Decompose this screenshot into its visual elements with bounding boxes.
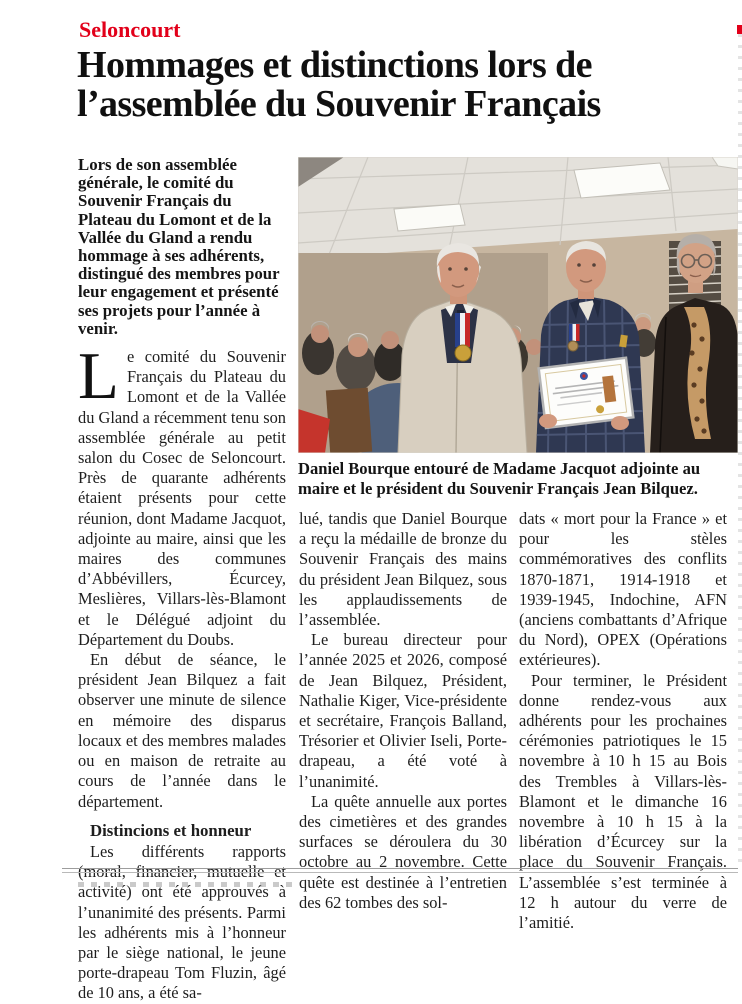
subhead: Distincions et honneur [90,820,252,840]
headline-line-2: l’assemblée du Souvenir Français [77,83,601,125]
headline [77,46,737,124]
paragraph-lead [78,339,287,650]
paragraph: Le bureau directeur pour l’année 2025 et 2026, composé de Jean Bilquez, Président, Nathalie Kiger, Vice-présidente et secrétaire, François Balland, Trésorier et Olivier Iseli, Porte-drapeau, a été voté à l’unanimité. [299,630,507,791]
hand [539,414,557,428]
paragraph: La quête annuelle aux portes des cimetières et des grandes surfaces se déroulera du 30 octobre au 2 novembre. Cette quête est destinée à l’entretien des 62 tombes des sol- [299,791,507,912]
paragraph: dats « mort pour la France » et pour les stèles commémoratives des conflits 1870-1871, 1914-1918 et 1939-1945, Indochine, AFN (anciens combattants d’Afrique du Nord), OPEX (Opérations extérieures). [519,509,727,670]
adjacent-column-edge [738,34,742,864]
photo-illustration [298,157,738,453]
paragraph-lead-text: e comité du Souvenir Français du Plateau du Lomont et de la Vallée du Gland a récemment tenu son assemblée générale au petit salon du Cosec de Seloncourt. Près de quarante adhérents étaient présents pour cette réunion, dont Madame Jacquot, adjointe au maire, ainsi que les maires des communes d’Abbévillers, Écurcey, Meslières, Villars-lès-Blamont et le Délégué adjoint du Département du Doubs. [78,347,287,649]
hand [611,416,629,430]
headline-line-1: Hommages et distinctions lors de [77,44,592,86]
photo-caption: Daniel Bourque entouré de Madame Jacquot adjointe au maire et le président du Souvenir Français Jean Bilquez. [298,459,701,498]
medal-ribbon-center-man [568,324,580,351]
paragraph: lué, tandis que Daniel Bourque a reçu la médaille de bronze du Souvenir Français des mains du président Jean Bilquez, sous les applaudissements de l’assemblée. [299,509,507,630]
next-article-ghost-text [78,882,293,887]
paragraph: Les différents rapports (moral, financier, mutuelle et activité) ont été approuvés à l’unanimité des présents. Parmi les adhérents mis à l’honneur par le siège national, le jeune porte-drapeau Tom Fluzin, âgé de 10 ans, a été sa- [78,841,286,1003]
kicker: Seloncourt [79,17,181,42]
paragraph: Pour terminer, le Président donne rendez-vous aux adhérents pour les prochaines cérémonies patriotiques le 15 novembre à 10 h 15 au Bois des Trembles à Villars-lès-Blamont et le dimanche 16 novembre à 10 h 15 à la libération d’Écurcey sur la place du Souvenir Français. L’assemblée s’est terminée à 12 h autour du verre de l’amitié. [519,670,727,933]
column-2 [299,509,507,913]
standfirst: Lors de son assemblée générale, le comité du Souvenir Français du Plateau du Lomont et de la Vallée du Gland a rendu hommage à ses adhérents, distingué des membres pour leur engagement et présenté ses projets pour l’année à venir. [78,155,280,338]
column-1 [78,156,286,1004]
adjacent-kicker-fragment [737,25,742,34]
section-divider-rule [62,868,738,873]
article-photo [298,157,738,453]
paragraph: En début de séance, le président Jean Bilquez a fait observer une minute de silence en mémoire des disparus locaux et des membres malades ou en maison de retraite au cours de l’année dans le département. [78,650,286,811]
drop-cap: L [78,339,119,414]
medal-ribbon-left-man [455,313,471,361]
